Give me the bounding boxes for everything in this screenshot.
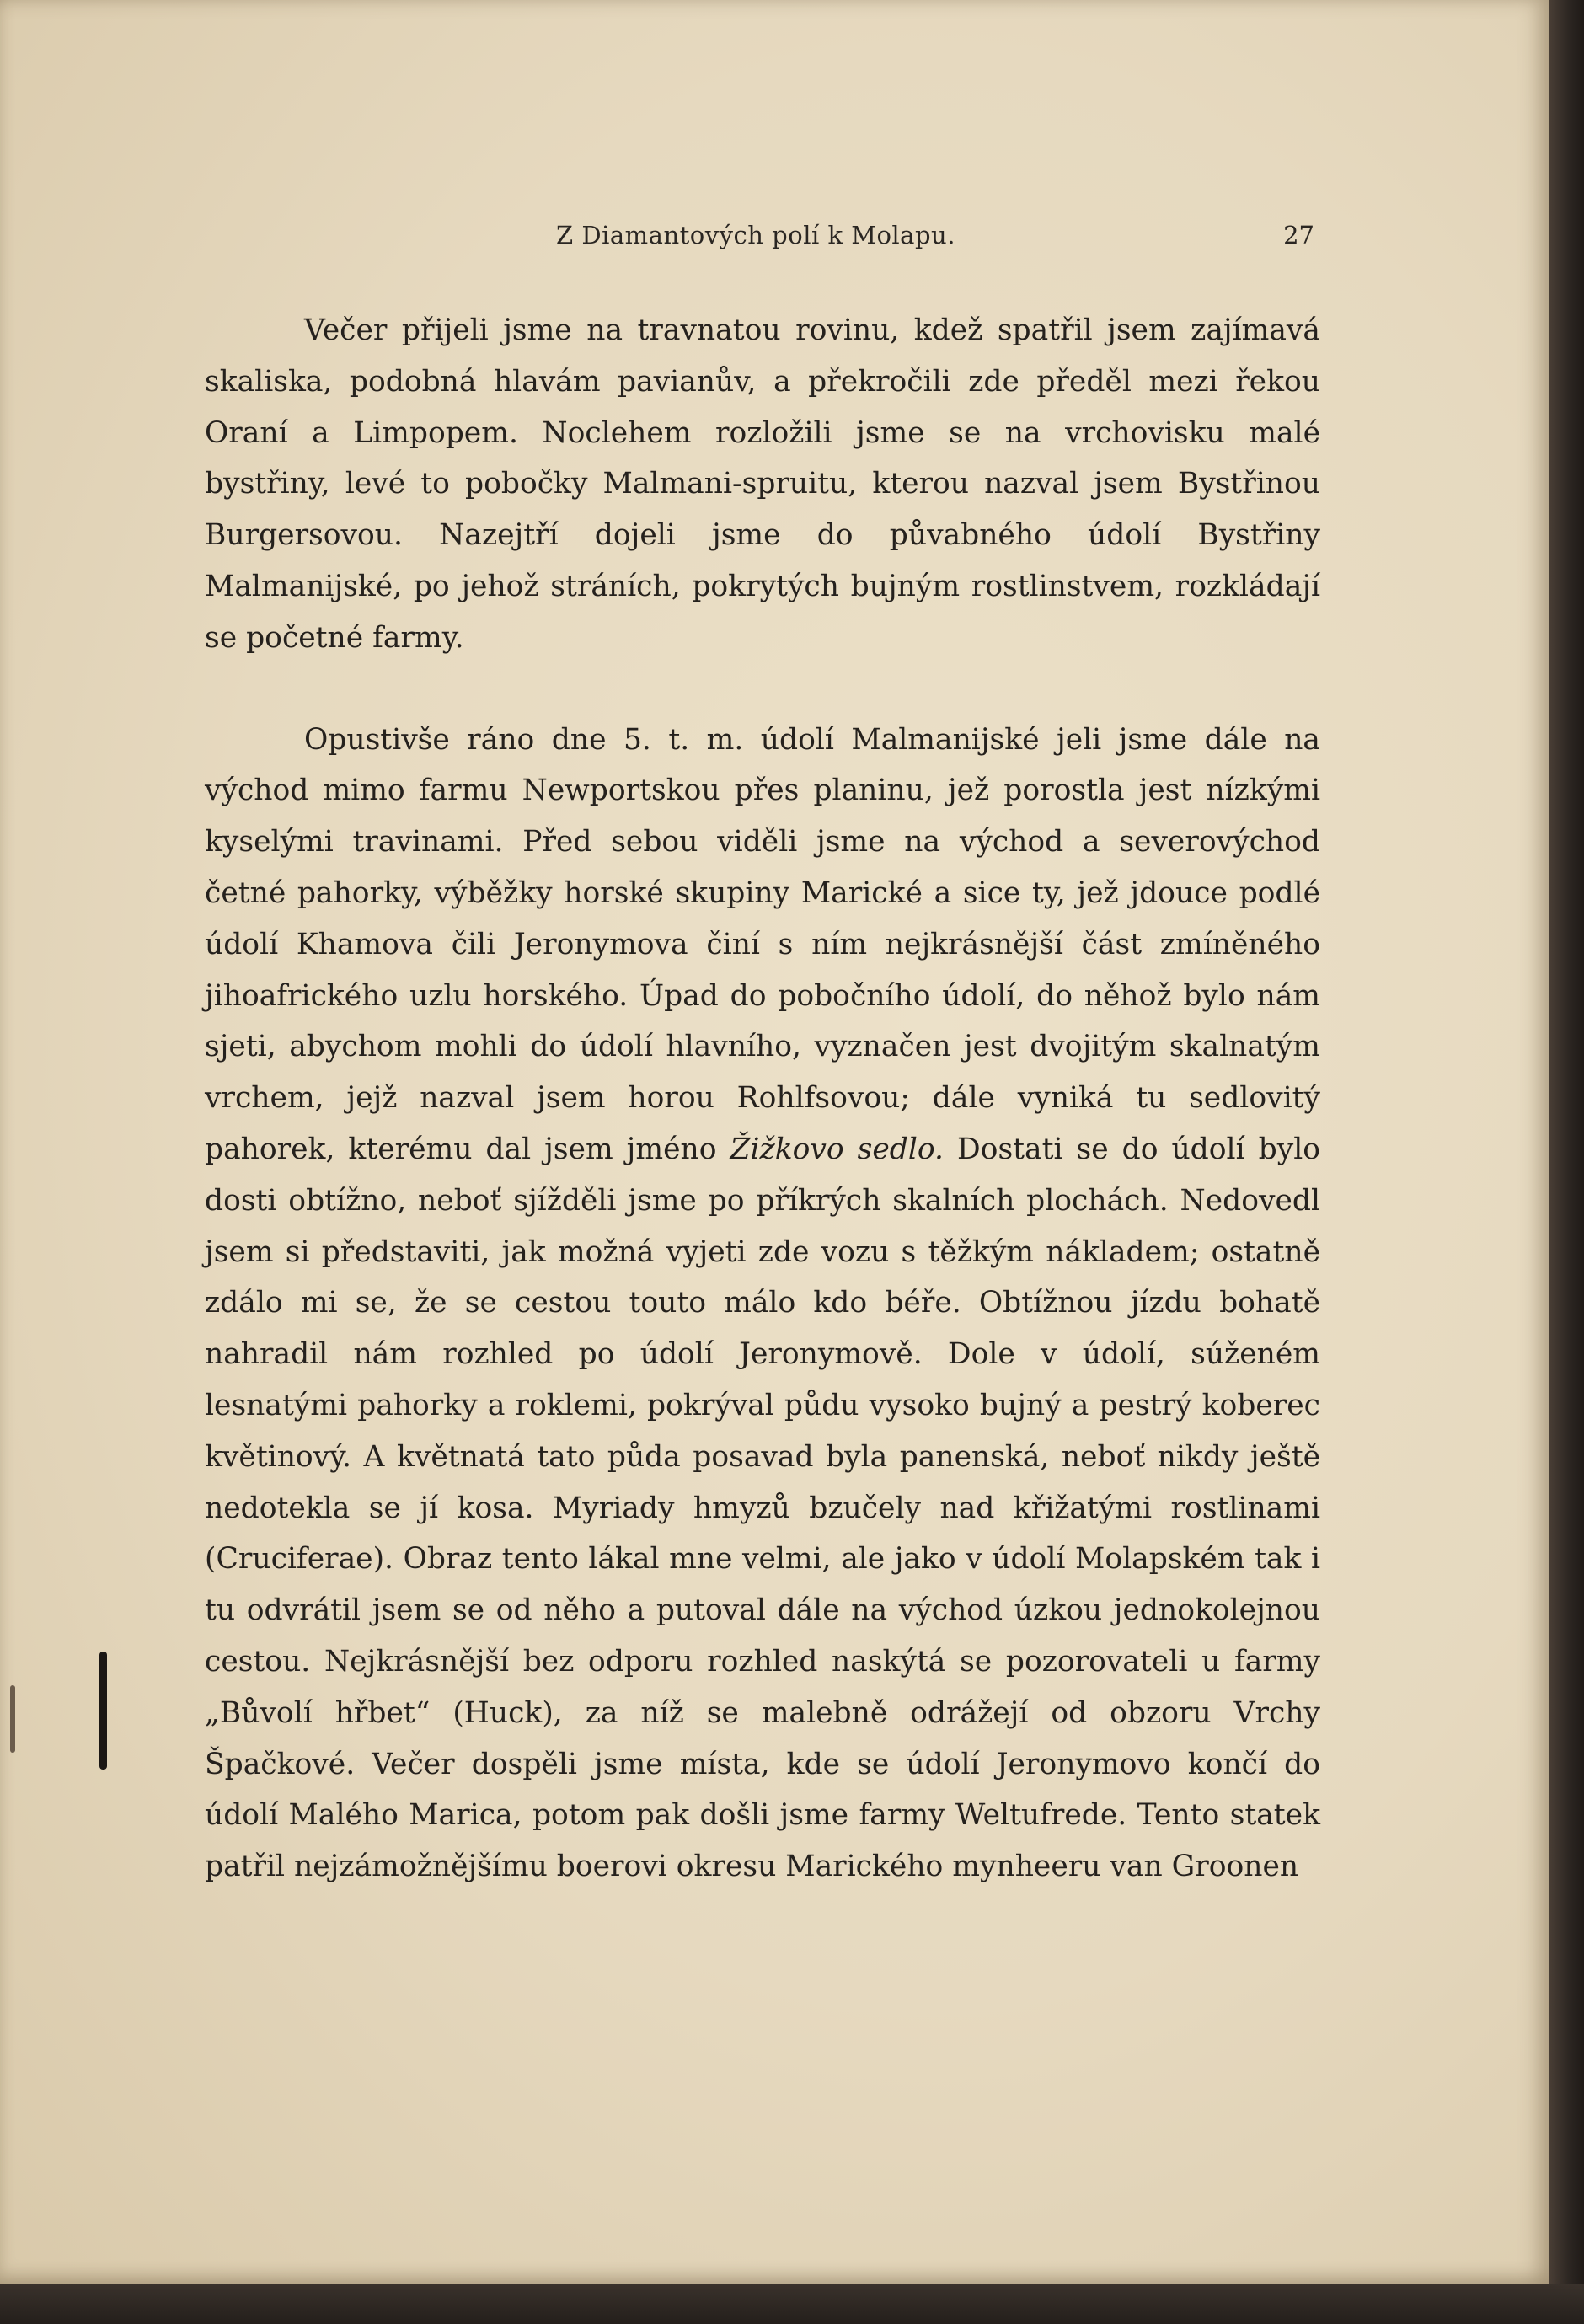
- page-header: [303, 221, 1314, 258]
- paragraph: [205, 715, 1320, 1893]
- paragraph: [205, 305, 1320, 664]
- page-number: 27: [1283, 221, 1314, 249]
- paragraph-text: Dostati se do údolí bylo dosti obtížno, neboť sjížděli jsme po příkrých skalních plochách. Nedovedl jsem si představiti, jak možná vyjeti zde vozu s těžkým nákladem; ostatně zdálo mi se, že se cestou touto málo kdo béře. Obtížnou jízdu bohatě nahradil nám rozhled po údolí Jeronymově. Dole v údolí, súženém lesnatými pahorky a roklemi, pokrýval půdu vysoko bujný a pestrý koberec květinový. A květnatá tato půda posavad byla panenská, neboť nikdy ještě nedotekla se jí kosa. Myriady hmyzů bzučely nad křižatými rostlinami (Cruciferae). Obraz tento lákal mne velmi, ale jako v údolí Molapském tak i tu odvrátil jsem se od něho a putoval dále na východ úzkou jednokolejnou cestou. Nejkrásnější bez odporu rozhled naskýtá se pozorovateli u farmy „Bůvolí hřbet“ (Huck), za níž se malebně odrážejí od obzoru Vrchy Špačkové. Večer dospěli jsme místa, kde se údolí Jeronymovo končí do údolí Malého Marica, potom pak došli jsme farmy Weltufrede. Tento statek patřil nejzámožnějšímu boerovi okresu Marického mynheeru van Groonen: [205, 1132, 1320, 1884]
- italic-place-name: Žižkovo sedlo.: [730, 1132, 945, 1166]
- page-bottom-shadow: [0, 2284, 1584, 2324]
- binding-mark: [10, 1685, 15, 1753]
- page-edge-shadow: [1549, 0, 1584, 2324]
- paragraph-text: Večer přijeli jsme na travnatou rovinu, kdež spatřil jsem zajímavá skaliska, podobná hlavám pavianův, a překročili zde předěl mezi řekou Oraní a Limpopem. Noclehem rozložili jsme se na vrchovisku malé bystřiny, levé to pobočky Malmani-spruitu, kterou nazval jsem Bystřinou Burgersovou. Nazejtří dojeli jsme do půvabného údolí Bystřiny Malmanijské, po jehož stráních, pokrytých bujným rostlinstvem, rozkládají se početné farmy.: [205, 313, 1320, 655]
- body-text: [205, 305, 1320, 1893]
- binding-mark: [99, 1652, 107, 1770]
- running-head: Z Diamantových polí k Molapu.: [556, 221, 955, 249]
- paragraph-text: Opustivše ráno dne 5. t. m. údolí Malmanijské jeli jsme dále na východ mimo farmu Newportskou přes planinu, jež porostla jest nízkými kyselými travinami. Před sebou viděli jsme na východ a severovýchod četné pahorky, výběžky horské skupiny Marické a sice ty, jež jdouce podlé údolí Khamova čili Jeronymova činí s ním nejkrásnější část zmíněného jihoafrického uzlu horského. Úpad do pobočního údolí, do něhož bylo nám sjeti, abychom mohli do údolí hlavního, vyznačen jest dvojitým skalnatým vrchem, jejž nazval jsem horou Rohlfsovou; dále vyniká tu sedlovitý pahorek, kterému dal jsem jméno: [205, 722, 1320, 1166]
